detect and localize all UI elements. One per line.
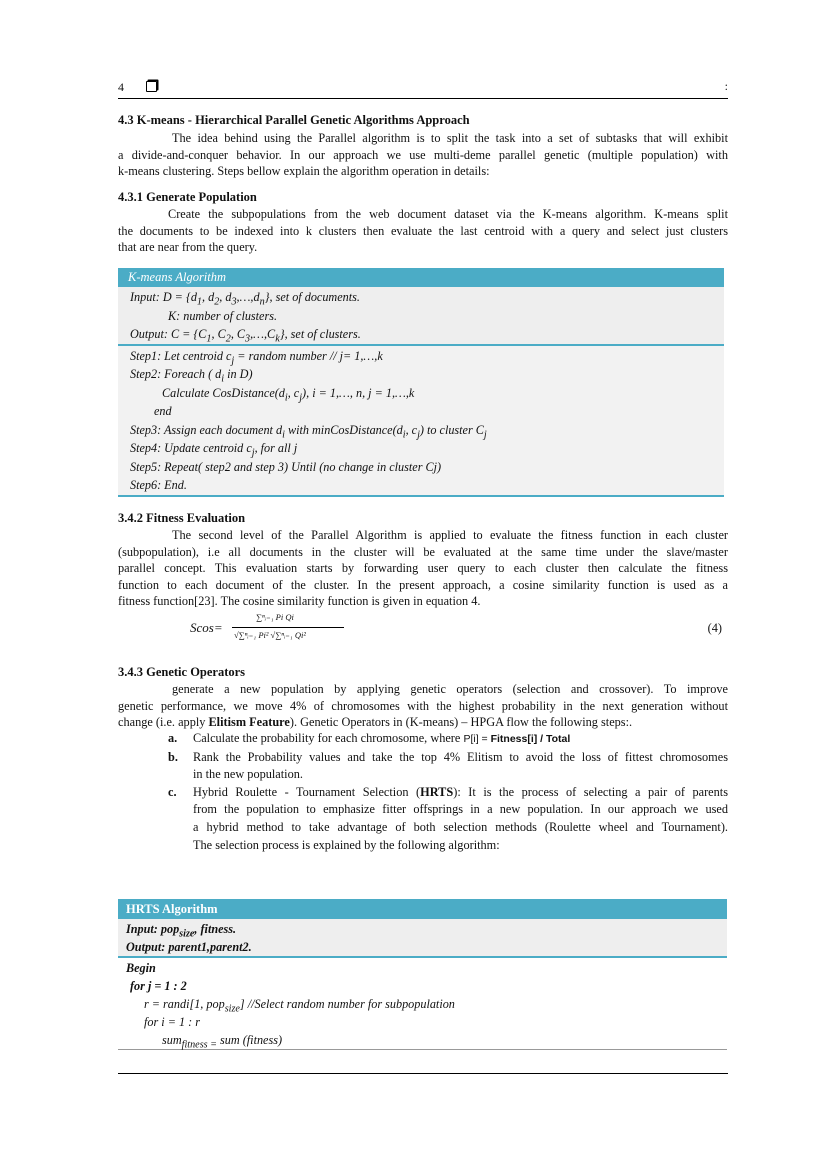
- paragraph-line: parallel concept. This evaluation starts by forwarding user query to each cluster then calculate the fitness: [118, 561, 728, 576]
- kmeans-algorithm-box: [118, 268, 724, 497]
- kmeans-algorithm-title: K-means Algorithm: [118, 268, 724, 287]
- equation-lhs: Scos=: [190, 620, 223, 635]
- kmeans-k-param: K: number of clusters.: [168, 308, 278, 323]
- page-header: [118, 78, 728, 99]
- probability-formula: P[i] =: [463, 733, 491, 745]
- kmeans-step-6: Step6: End.: [130, 478, 187, 492]
- kmeans-bottom-border: [118, 495, 724, 497]
- kmeans-output: Output: $C = \{C_1$, $C_2$, $C_3,\dots,C_k$}, set of clusters.: [130, 327, 361, 345]
- kmeans-step-1: Step1: Let centroid $c_j$ = random number // j= 1,…,k: [130, 348, 383, 366]
- list-item: b. Rank the Probability values and take the top 4% Elitism to avoid the loss of fittest chromosomes in the new population.: [168, 749, 728, 782]
- hrts-begin: Begin: [126, 961, 156, 975]
- page-number: 4: [118, 80, 124, 94]
- section-4-3-1-heading: 4.3.1 Generate Population: [118, 190, 257, 204]
- paragraph-line: change (i.e. apply Elitism Feature). Genetic Operators in (K-means) – HPGA flow the following steps:.: [118, 715, 633, 730]
- kmeans-step-2: Step2: Foreach ( $d_i$ in D): [130, 367, 253, 385]
- section-4-3-heading: 4.3 K-means - Hierarchical Parallel Genetic Algorithms Approach: [118, 113, 470, 127]
- hrts-random-r: r = randi[1, pop$_{size}$] //Select random number for subpopulation: [144, 997, 455, 1015]
- header-right-mark: :: [724, 79, 728, 93]
- list-item: a. Calculate the probability for each chromosome, where P[i] = Fitness[i] / Total: [118, 730, 728, 749]
- elitism-feature-term: Elitism Feature: [208, 715, 290, 730]
- paragraph-line: The second level of the Parallel Algorithm is applied to evaluate the fitness function in each cluster: [172, 528, 728, 542]
- paragraph-line: a divide-and-conquer behavior. In our approach we use multi-deme parallel genetic (multiple population) with: [118, 147, 728, 162]
- kmeans-input: Input: $D = \{d_1$, $d_2$, $d_3,\dots,d_n$}, set of documents.: [130, 290, 360, 308]
- cosine-similarity-equation: [190, 612, 730, 654]
- hrts-output: Output: parent1,parent2.: [126, 940, 252, 954]
- hrts-for-j: for j = 1 : 2: [130, 979, 187, 993]
- paragraph-line: generate a new population by applying genetic operators (selection and crossover). To improve: [172, 682, 728, 696]
- list-marker: a.: [168, 731, 178, 745]
- hrts-sum-fitness: sum$_{fitness =}$ sum (fitness): [162, 1033, 282, 1051]
- section-3-4-2-heading: 3.4.2 Fitness Evaluation: [118, 511, 246, 525]
- kmeans-end-loop: end: [154, 404, 172, 418]
- section-4-3-1-paragraph: [118, 206, 728, 256]
- hrts-algorithm-title: HRTS Algorithm: [118, 899, 727, 919]
- paragraph-line: fitness function[23]. The cosine similarity function is given in equation 4.: [118, 594, 481, 609]
- section-3-4-3-heading: 3.4.3 Genetic Operators: [118, 665, 246, 679]
- equation-denominator: √∑ⁿᵢ₌₁ Pi² √∑ⁿᵢ₌₁ Qi²: [234, 630, 306, 640]
- paragraph-line: Create the subpopulations from the web document dataset via the K-means algorithm. K-means split: [168, 207, 728, 221]
- hrts-for-i: for i = 1 : r: [144, 1015, 200, 1029]
- genetic-operators-list: [118, 730, 728, 854]
- section-3-4-3-paragraph: [118, 681, 728, 731]
- section-3-4-2-paragraph: [118, 527, 728, 610]
- paragraph-line: (subpopulation), i.e all documents in the cluster will be evaluated at the same time under the slave/master: [118, 544, 728, 559]
- equation-number: (4): [707, 621, 722, 635]
- paragraph-line: The idea behind using the Parallel algorithm is to split the task into a set of subtasks that will exhibit: [172, 131, 728, 145]
- equation-numerator: ∑ⁿᵢ₌₁ Pi Qi: [256, 612, 294, 622]
- kmeans-calculate: Calculate $CosDistance(d_i$, $c_j$), i = 1,…, n, j = 1,…,k: [162, 385, 415, 403]
- checkbox-square-icon: [146, 81, 157, 92]
- hrts-algorithm-box: [118, 899, 727, 1050]
- hrts-term: HRTS: [420, 784, 454, 799]
- list-item: c. Hybrid Roulette - Tournament Selection (HRTS): It is the process of selecting a pair of parents from the population to emphasize fitter offsprings in a new population. In our approach we used a hybrid method to take advantage of both selection methods (Roulette wheel and Tournament). The selection process is explained by the following algorithm:: [168, 784, 728, 852]
- paragraph-line: k-means clustering. Steps bellow explain the algorithm operation in details:: [118, 164, 490, 179]
- section-4-3-paragraph: [118, 130, 728, 180]
- hrts-input: Input: pop$_{size}$, fitness.: [126, 922, 237, 940]
- kmeans-steps: [118, 346, 724, 495]
- hrts-io-section: [118, 919, 727, 956]
- paragraph-line: that are near from the query.: [118, 240, 258, 255]
- paragraph-line: genetic performance, we move 4% of chromosomes with the highest probability in the next generation without: [118, 698, 728, 713]
- kmeans-step-5: Step5: Repeat( step2 and step 3) Until (no change in cluster Cj): [130, 459, 442, 474]
- paragraph-line: the documents to be indexed into k clusters then evaluate the last centroid with a query and select just clusters: [118, 223, 728, 238]
- hrts-body: [118, 958, 727, 1050]
- fraction-bar: [232, 627, 344, 628]
- list-marker: b.: [168, 749, 178, 764]
- footer-rule: [118, 1073, 728, 1074]
- list-marker: c.: [168, 784, 177, 799]
- kmeans-io-section: [118, 287, 724, 344]
- kmeans-step-3: Step3: Assign each document $d_i$ with $minCosDistance(d_i$, $c_j$) to cluster $C_j$: [130, 422, 487, 440]
- kmeans-step-4: Step4: Update centroid $c_j$, for all j: [130, 441, 298, 459]
- paragraph-line: function to each document of the cluster. In the present approach, a cosine similarity function is used as a: [118, 577, 728, 592]
